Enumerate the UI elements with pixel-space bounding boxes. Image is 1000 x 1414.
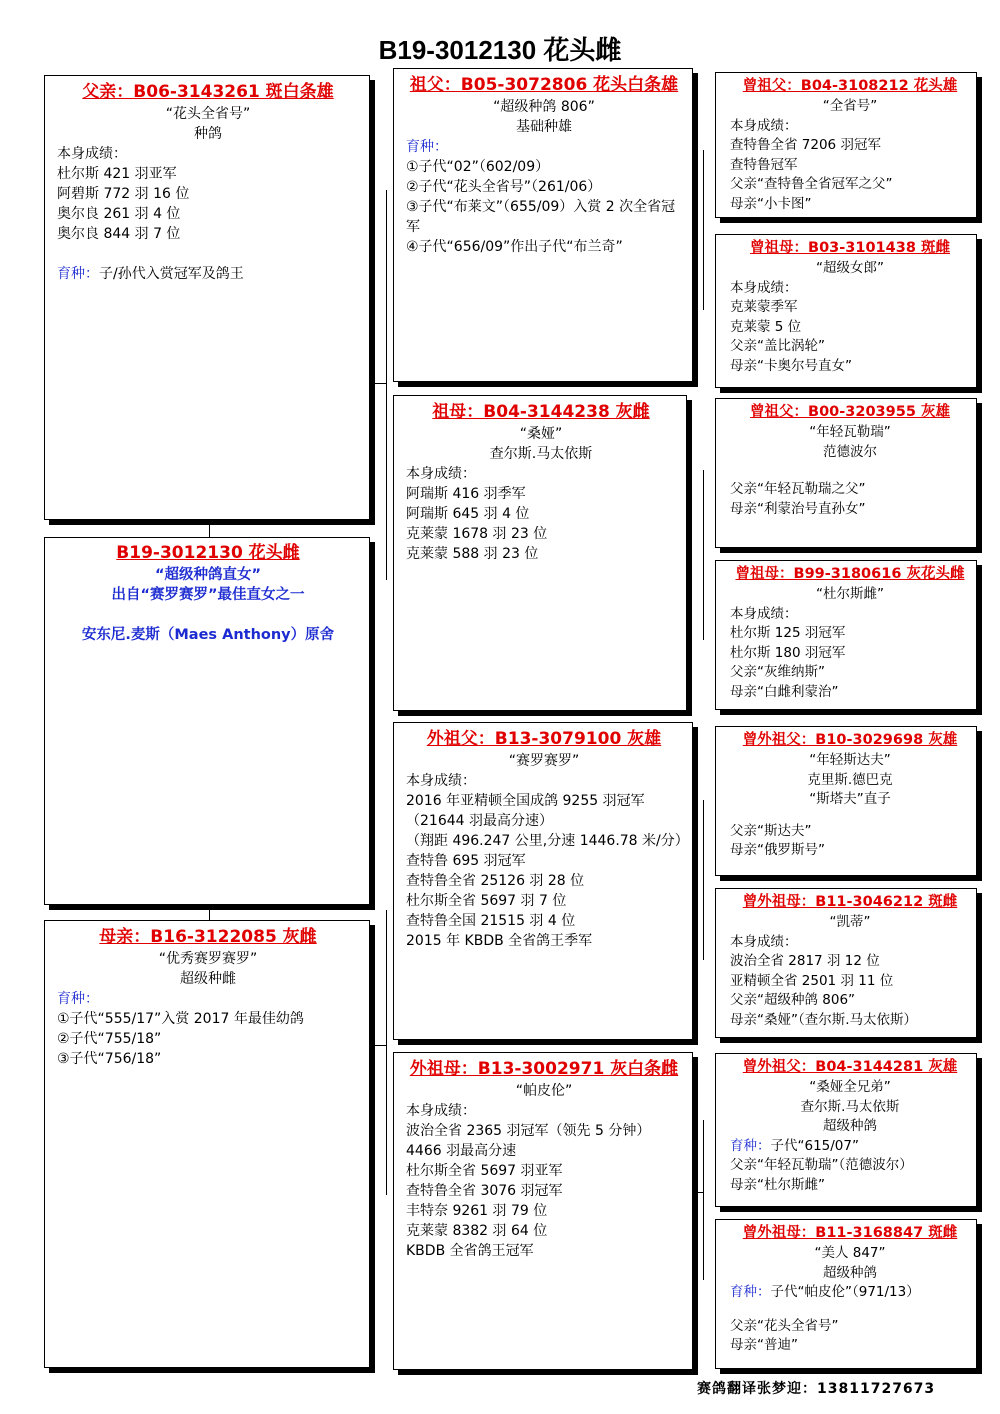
maternal-grandfather-performance-item: 杜尔斯全省 5697 羽 7 位 (406, 893, 567, 909)
great-grandfather-3-line: 母亲“利蒙治号直孙女” (730, 500, 866, 517)
great-grandfather-3-heading: 曾祖父：B00-3203955 灰雄 (750, 404, 950, 420)
great-grandfather-3-nickname: “年轻瓦勒瑞” (809, 424, 891, 440)
great-grandfather-7-heading: 曾外祖父：B04-3144281 灰雄 (742, 1059, 958, 1075)
paternal-grandmother-performance-item: 阿瑞斯 645 羽 4 位 (406, 506, 530, 522)
maternal-grandmother-nickname: “帕皮伦” (515, 1083, 573, 1099)
paternal-grandmother-card (393, 395, 687, 711)
great-grandmother-6-line: 波治全省 2817 羽 12 位 (730, 953, 880, 969)
great-grandfather-7-breeding-text: 子代“615/07” (770, 1137, 859, 1154)
paternal-grandfather-breeding-item: ①子代“02”（602/09） (406, 159, 550, 175)
great-grandfather-7-line: 父亲“年轻瓦勒瑞”（范德波尔） (730, 1157, 913, 1173)
maternal-grandmother-performance-item: 杜尔斯全省 5697 羽亚军 (406, 1163, 563, 1179)
great-grandmother-8-breeding-text: 子代“帕皮伦”（971/13） (770, 1284, 920, 1300)
paternal-grandmother-performance-item: 阿瑞斯 416 羽季军 (406, 486, 526, 502)
great-grandmother-6-nickname: “凯蒂” (829, 914, 871, 930)
father-nickname: “花头全省号” (165, 106, 251, 122)
great-grandfather-5-nickname: “年轻斯达夫” (809, 752, 891, 768)
maternal-grandfather-heading: 外祖父：B13-3079100 灰雄 (426, 729, 662, 749)
page-title: B19-3012130 花头雌 (378, 35, 622, 65)
great-grandfather-7-nickname: “桑娅全兄弟” (809, 1079, 891, 1095)
father-performance-label: 本身成绩： (57, 146, 127, 162)
great-grandmother-6-line: 本身成绩： (730, 933, 798, 950)
great-grandfather-3-card (715, 398, 977, 548)
great-grandmother-4-nickname: “杜尔斯雌” (816, 586, 884, 602)
great-grandfather-7-line: 母亲“杜尔斯雌” (730, 1176, 825, 1193)
connector-subject-mother (209, 905, 210, 921)
great-grandfather-7-card (715, 1053, 977, 1207)
maternal-grandfather-performance-item: 2015 年 KBDB 全省鸽王季军 (406, 933, 593, 949)
great-grandmother-4-card (715, 560, 977, 710)
paternal-grandmother-heading: 祖母：B04-3144238 灰雌 (432, 402, 650, 422)
great-grandfather-1-card (715, 72, 977, 218)
great-grandfather-3-breeder: 范德波尔 (823, 443, 877, 460)
great-grandfather-5-breeder: 克里斯.德巴克 (807, 771, 893, 788)
maternal-grandfather-performance-item: 查特鲁全国 21515 羽 4 位 (406, 913, 576, 929)
mother-heading: 母亲：B16-3122085 灰雌 (99, 927, 317, 947)
paternal-grandfather-card (393, 68, 693, 382)
great-grandmother-8-role: 超级种鸽 (823, 1264, 877, 1281)
mother-role: 超级种雌 (180, 971, 236, 987)
great-grandfather-1-nickname: “全省号” (822, 98, 878, 114)
subject-breeder: 安东尼.麦斯（Maes Anthony）原舍 (81, 627, 335, 643)
great-grandmother-6-line: 亚精顿全省 2501 羽 11 位 (730, 972, 894, 989)
great-grandmother-6-heading: 曾外祖母：B11-3046212 斑雌 (742, 894, 958, 910)
great-grandmother-4-heading: 曾祖母：B99-3180616 灰花头雌 (735, 566, 965, 582)
connector-mgm-bracket (703, 1120, 704, 1280)
mother-card (44, 920, 370, 1368)
connector-mother-bracket (386, 910, 387, 1195)
mother-breeding-label: 育种： (57, 991, 99, 1007)
great-grandfather-5-heading: 曾外祖父：B10-3029698 灰雄 (742, 732, 958, 748)
subject-origin: 出自“赛罗赛罗”最佳直女之一 (111, 587, 305, 603)
connector-father-subject (209, 520, 210, 538)
great-grandfather-1-line: 母亲“小卡图” (730, 195, 812, 212)
great-grandfather-7-role: 超级种鸽 (823, 1118, 877, 1134)
maternal-grandmother-performance-item: 丰特奈 9261 羽 79 位 (406, 1203, 548, 1219)
paternal-grandmother-breeder: 查尔斯.马太依斯 (489, 446, 593, 462)
mother-breeding-item: ②子代“755/18” (57, 1031, 162, 1047)
paternal-grandfather-heading: 祖父：B05-3072806 花头白条雄 (409, 75, 679, 95)
maternal-grandfather-performance-item: （翔距 496.247 公里,分速 1446.78 米/分） (406, 833, 689, 849)
father-breeding (57, 264, 359, 284)
great-grandmother-4-line: 杜尔斯 180 羽冠军 (730, 644, 846, 661)
father-performance-item: 阿碧斯 772 羽 16 位 (57, 186, 190, 202)
maternal-grandfather-performance-item: 2016 年亚精顿全国成鸽 9255 羽冠军 (406, 793, 645, 809)
mother-breeding-item: ①子代“555/17”入赏 2017 年最佳幼鸽 (57, 1011, 304, 1027)
maternal-grandfather-card (393, 722, 693, 1040)
great-grandmother-4-line: 本身成绩： (730, 605, 798, 622)
great-grandmother-8-card (715, 1219, 977, 1369)
maternal-grandmother-performance-item: 克莱蒙 8382 羽 64 位 (406, 1223, 548, 1239)
great-grandfather-7-breeder: 查尔斯.马太依斯 (800, 1098, 900, 1115)
great-grandfather-1-line: 本身成绩： (730, 117, 798, 134)
maternal-grandfather-performance-label: 本身成绩： (406, 773, 476, 789)
great-grandmother-2-nickname: “超级女郎” (816, 260, 884, 276)
great-grandmother-8-nickname: “美人 847” (814, 1245, 886, 1261)
subject-heading: B19-3012130 花头雌 (116, 543, 300, 563)
great-grandmother-8-breeding (730, 1283, 970, 1303)
great-grandmother-6-line: 母亲“桑娅”（查尔斯.马太依斯） (730, 1011, 918, 1028)
father-performance-item: 杜尔斯 421 羽亚军 (57, 166, 177, 182)
connector-pgm-bracket (703, 470, 704, 640)
great-grandmother-2-line: 本身成绩： (730, 279, 798, 296)
father-card (44, 75, 370, 520)
paternal-grandmother-nickname: “桑娅” (519, 426, 563, 442)
great-grandmother-4-line: 母亲“白雌利蒙治” (730, 683, 839, 700)
connector-father-bracket (386, 190, 387, 580)
maternal-grandfather-performance-item: （21644 羽最高分速） (406, 813, 553, 829)
great-grandfather-1-heading: 曾祖父：B04-3108212 花头雄 (742, 78, 958, 94)
great-grandfather-5-card (715, 726, 977, 876)
paternal-grandmother-performance-item: 克莱蒙 588 羽 23 位 (406, 546, 539, 562)
great-grandfather-7-breeding-label: 育种： (730, 1137, 771, 1154)
great-grandmother-4-line: 父亲“灰维纳斯” (730, 664, 825, 680)
paternal-grandmother-performance-item: 克莱蒙 1678 羽 23 位 (406, 526, 548, 542)
paternal-grandfather-nickname: “超级种鸽 806” (493, 99, 595, 115)
father-performance-item: 奥尔良 261 羽 4 位 (57, 206, 181, 222)
great-grandmother-2-line: 母亲“卡奥尔号直女” (730, 357, 852, 374)
paternal-grandmother-performance-label: 本身成绩： (406, 466, 476, 482)
great-grandmother-2-card (715, 234, 977, 388)
paternal-grandfather-breeding-item: ③子代“布莱文”（655/09）入赏 2 次全省冠军 (406, 199, 676, 235)
great-grandmother-6-line: 父亲“超级种鸽 806” (730, 992, 856, 1008)
maternal-grandfather-performance-item: 查特鲁 695 羽冠军 (406, 853, 526, 869)
mother-breeding-item: ③子代“756/18” (57, 1051, 162, 1067)
connector-mgf-bracket (703, 800, 704, 960)
maternal-grandmother-performance-item: 波治全省 2365 羽冠军（领先 5 分钟） (406, 1123, 651, 1139)
connector-father-grandparents (370, 383, 386, 384)
paternal-grandfather-role: 基础种雄 (516, 119, 572, 135)
great-grandmother-2-line: 克莱蒙 5 位 (730, 318, 802, 335)
great-grandfather-5-note: “斯塔夫”直子 (809, 791, 891, 807)
great-grandmother-4-line: 杜尔斯 125 羽冠军 (730, 625, 846, 641)
great-grandmother-2-heading: 曾祖母：B03-3101438 斑雌 (750, 240, 950, 256)
great-grandmother-8-line: 母亲“普迪” (730, 1337, 798, 1353)
maternal-grandmother-heading: 外祖母：B13-3002971 灰白条雌 (409, 1059, 679, 1079)
great-grandmother-2-line: 父亲“盖比涡轮” (730, 338, 825, 354)
great-grandmother-8-breeding-label: 育种： (730, 1284, 771, 1300)
subject-card (44, 537, 370, 905)
great-grandfather-1-line: 查特鲁全省 7206 羽冠军 (730, 137, 881, 153)
connector-mother-grandparents (370, 1045, 386, 1046)
father-performance-item: 奥尔良 844 羽 7 位 (57, 226, 181, 242)
maternal-grandmother-card (393, 1052, 693, 1370)
maternal-grandmother-performance-item: KBDB 全省鸽王冠军 (406, 1243, 534, 1259)
great-grandfather-1-line: 查特鲁冠军 (730, 156, 798, 173)
paternal-grandfather-breeding-item: ④子代“656/09”作出子代“布兰奇” (406, 239, 623, 255)
great-grandmother-8-line: 父亲“花头全省号” (730, 1317, 839, 1334)
translator-contact: 赛鸽翻译张梦迎：13811727673 (697, 1381, 936, 1397)
father-role: 种鸽 (194, 126, 222, 142)
great-grandmother-8-heading: 曾外祖母：B11-3168847 斑雌 (742, 1225, 958, 1241)
maternal-grandmother-performance-item: 4466 羽最高分速 (406, 1143, 517, 1159)
great-grandmother-2-line: 克莱蒙季军 (730, 299, 798, 315)
great-grandfather-5-line: 父亲“斯达夫” (730, 822, 812, 839)
maternal-grandfather-performance-item: 查特鲁全省 25126 羽 28 位 (406, 873, 585, 889)
father-heading: 父亲：B06-3143261 斑白条雄 (82, 82, 334, 102)
paternal-grandfather-breeding-label: 育种： (406, 139, 448, 155)
father-breeding-label: 育种： (57, 266, 99, 282)
great-grandfather-1-line: 父亲“查特鲁全省冠军之父” (730, 176, 893, 192)
great-grandmother-6-card (715, 888, 977, 1038)
mother-nickname: “优秀赛罗赛罗” (158, 951, 258, 967)
maternal-grandmother-performance-item: 查特鲁全省 3076 羽冠军 (406, 1183, 563, 1199)
father-breeding-text: 子/孙代入赏冠军及鸽王 (99, 266, 244, 282)
paternal-grandfather-breeding-item: ②子代“花头全省号”（261/06） (406, 179, 602, 195)
connector-pgf-bracket (703, 150, 704, 310)
maternal-grandfather-nickname: “赛罗赛罗” (508, 753, 580, 769)
great-grandfather-3-line: 父亲“年轻瓦勒瑞之父” (730, 481, 866, 497)
great-grandfather-5-line: 母亲“俄罗斯号” (730, 842, 825, 858)
subject-tagline: “超级种鸽直女” (154, 567, 262, 583)
great-grandfather-7-breeding (730, 1137, 970, 1157)
maternal-grandmother-performance-label: 本身成绩： (406, 1103, 476, 1119)
